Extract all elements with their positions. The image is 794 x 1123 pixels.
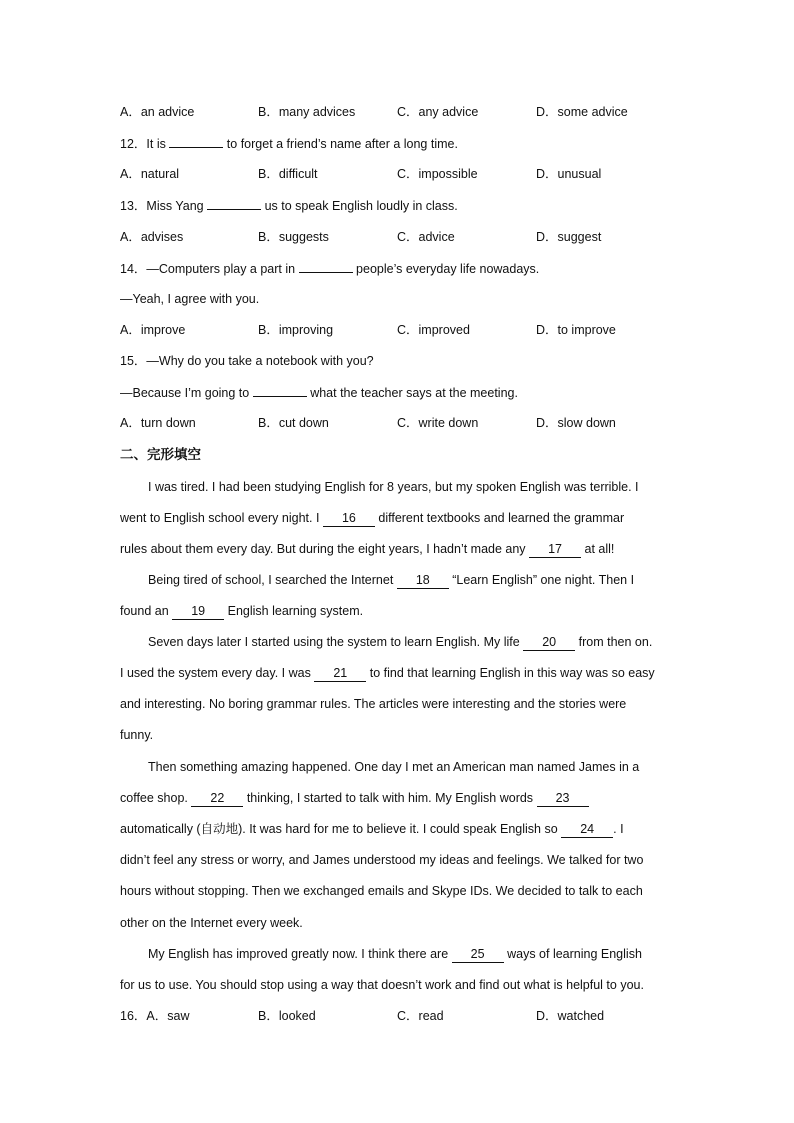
q14-stem-post: people’s everyday life nowadays. bbox=[352, 262, 540, 276]
passage-text: from then on. bbox=[575, 635, 653, 649]
passage-line: didn’t feel any stress or worry, and James understood my ideas and feelings. We talked for two bbox=[120, 853, 644, 867]
passage-text: ways of learning English bbox=[503, 947, 642, 961]
passage-text: went to English school every night. I bbox=[120, 511, 323, 525]
q14-option-d: D．to improve bbox=[536, 323, 616, 337]
passage-line bbox=[148, 944, 642, 964]
passage-line: hours without stopping. Then we exchanged emails and Skype IDs. We decided to talk to each bbox=[120, 884, 643, 898]
passage-text: My English has improved greatly now. I think there are bbox=[148, 947, 452, 961]
passage-line: and interesting. No boring grammar rules. The articles were interesting and the stories were bbox=[120, 697, 627, 711]
q11-option-d: D．some advice bbox=[536, 105, 628, 119]
q11-option-b: B．many advices bbox=[258, 105, 356, 119]
q13-option-c: C．advice bbox=[397, 230, 455, 244]
blank-20: 20 bbox=[523, 635, 575, 651]
q12-option-a: A．natural bbox=[120, 167, 180, 181]
passage-text: different textbooks and learned the grammar bbox=[374, 511, 625, 525]
q16-options bbox=[120, 1006, 680, 1026]
q14-blank bbox=[299, 258, 353, 273]
passage-text: thinking, I started to talk with him. My English words bbox=[243, 791, 537, 805]
q16-option-c: C．read bbox=[397, 1009, 444, 1023]
q15-reply-pre: —Because I’m going to bbox=[120, 386, 253, 400]
section-heading: 二、完形填空 bbox=[120, 447, 201, 463]
passage-line: I was tired. I had been studying English for 8 years, but my spoken English was terrible. I bbox=[148, 480, 639, 494]
passage-line bbox=[120, 819, 624, 839]
passage-line bbox=[120, 539, 614, 559]
blank-16: 16 bbox=[323, 511, 375, 527]
passage-text: I used the system every day. I was bbox=[120, 666, 315, 680]
passage-text: at all! bbox=[581, 542, 615, 556]
q15-option-c: C．write down bbox=[397, 416, 479, 430]
q15-option-a: A．turn down bbox=[120, 416, 196, 430]
q14-stem-pre: 14．—Computers play a part in bbox=[120, 262, 299, 276]
passage-text: found an bbox=[120, 604, 173, 618]
q12-stem-pre: 12．It is bbox=[120, 137, 170, 151]
q13-option-a: A．advises bbox=[120, 230, 184, 244]
blank-23: 23 bbox=[537, 791, 589, 807]
passage-line: for us to use. You should stop using a way that doesn’t work and find out what is helpful to you. bbox=[120, 978, 644, 992]
q15-stem: 15．—Why do you take a notebook with you? bbox=[120, 354, 374, 368]
passage-text: . I bbox=[613, 822, 624, 836]
q13-blank bbox=[207, 195, 261, 210]
q11-options bbox=[120, 102, 680, 122]
blank-22: 22 bbox=[191, 791, 243, 807]
passage-text: English learning system. bbox=[224, 604, 364, 618]
q15-blank bbox=[253, 382, 307, 397]
blank-24: 24 bbox=[561, 822, 613, 838]
passage-line bbox=[120, 508, 624, 528]
q14-option-c: C．improved bbox=[397, 323, 470, 337]
q15-options bbox=[120, 413, 680, 433]
q13-stem-post: us to speak English loudly in class. bbox=[261, 199, 458, 213]
q12-options bbox=[120, 164, 680, 184]
q14-reply: —Yeah, I agree with you. bbox=[120, 292, 260, 306]
q16-option-d: D．watched bbox=[536, 1009, 605, 1023]
q15-option-b: B．cut down bbox=[258, 416, 329, 430]
passage-line: other on the Internet every week. bbox=[120, 916, 303, 930]
q13-options bbox=[120, 227, 680, 247]
passage-line bbox=[148, 570, 634, 590]
passage-text: Seven days later I started using the system to learn English. My life bbox=[148, 635, 524, 649]
q12-option-d: D．unusual bbox=[536, 167, 602, 181]
q11-option-c: C．any advice bbox=[397, 105, 479, 119]
passage-text: automatically (自动地). It was hard for me to believe it. I could speak English so bbox=[120, 822, 562, 836]
passage-line: funny. bbox=[120, 728, 154, 742]
q14-options bbox=[120, 320, 680, 340]
q12-stem bbox=[120, 133, 458, 153]
passage-line bbox=[120, 788, 589, 808]
q14-option-b: B．improving bbox=[258, 323, 334, 337]
q15-option-d: D．slow down bbox=[536, 416, 616, 430]
blank-21: 21 bbox=[314, 666, 366, 682]
q13-stem-pre: 13．Miss Yang bbox=[120, 199, 208, 213]
q16-option-b: B．looked bbox=[258, 1009, 316, 1023]
passage-line bbox=[120, 601, 363, 621]
passage-text: rules about them every day. But during the eight years, I hadn’t made any bbox=[120, 542, 530, 556]
blank-19: 19 bbox=[172, 604, 224, 620]
q12-option-c: C．impossible bbox=[397, 167, 478, 181]
passage-line: Then something amazing happened. One day I met an American man named James in a bbox=[148, 760, 640, 774]
blank-25: 25 bbox=[452, 947, 504, 963]
q12-blank bbox=[169, 133, 223, 148]
q12-stem-post: to forget a friend’s name after a long time. bbox=[223, 137, 458, 151]
q14-option-a: A．improve bbox=[120, 323, 186, 337]
q14-stem bbox=[120, 258, 539, 278]
q11-option-a: A．an advice bbox=[120, 105, 195, 119]
q13-stem bbox=[120, 195, 458, 215]
blank-17: 17 bbox=[529, 542, 581, 558]
passage-line bbox=[148, 632, 652, 652]
q16-option-a: 16．A．saw bbox=[120, 1009, 190, 1023]
passage-text: “Learn English” one night. Then I bbox=[448, 573, 635, 587]
passage-text: to find that learning English in this way was so easy bbox=[366, 666, 655, 680]
passage-line bbox=[120, 663, 655, 683]
passage-text: coffee shop. bbox=[120, 791, 192, 805]
q15-reply bbox=[120, 382, 518, 402]
blank-18: 18 bbox=[397, 573, 449, 589]
q15-reply-post: what the teacher says at the meeting. bbox=[306, 386, 518, 400]
q13-option-d: D．suggest bbox=[536, 230, 602, 244]
q13-option-b: B．suggests bbox=[258, 230, 329, 244]
passage-text: Being tired of school, I searched the Internet bbox=[148, 573, 397, 587]
q12-option-b: B．difficult bbox=[258, 167, 318, 181]
